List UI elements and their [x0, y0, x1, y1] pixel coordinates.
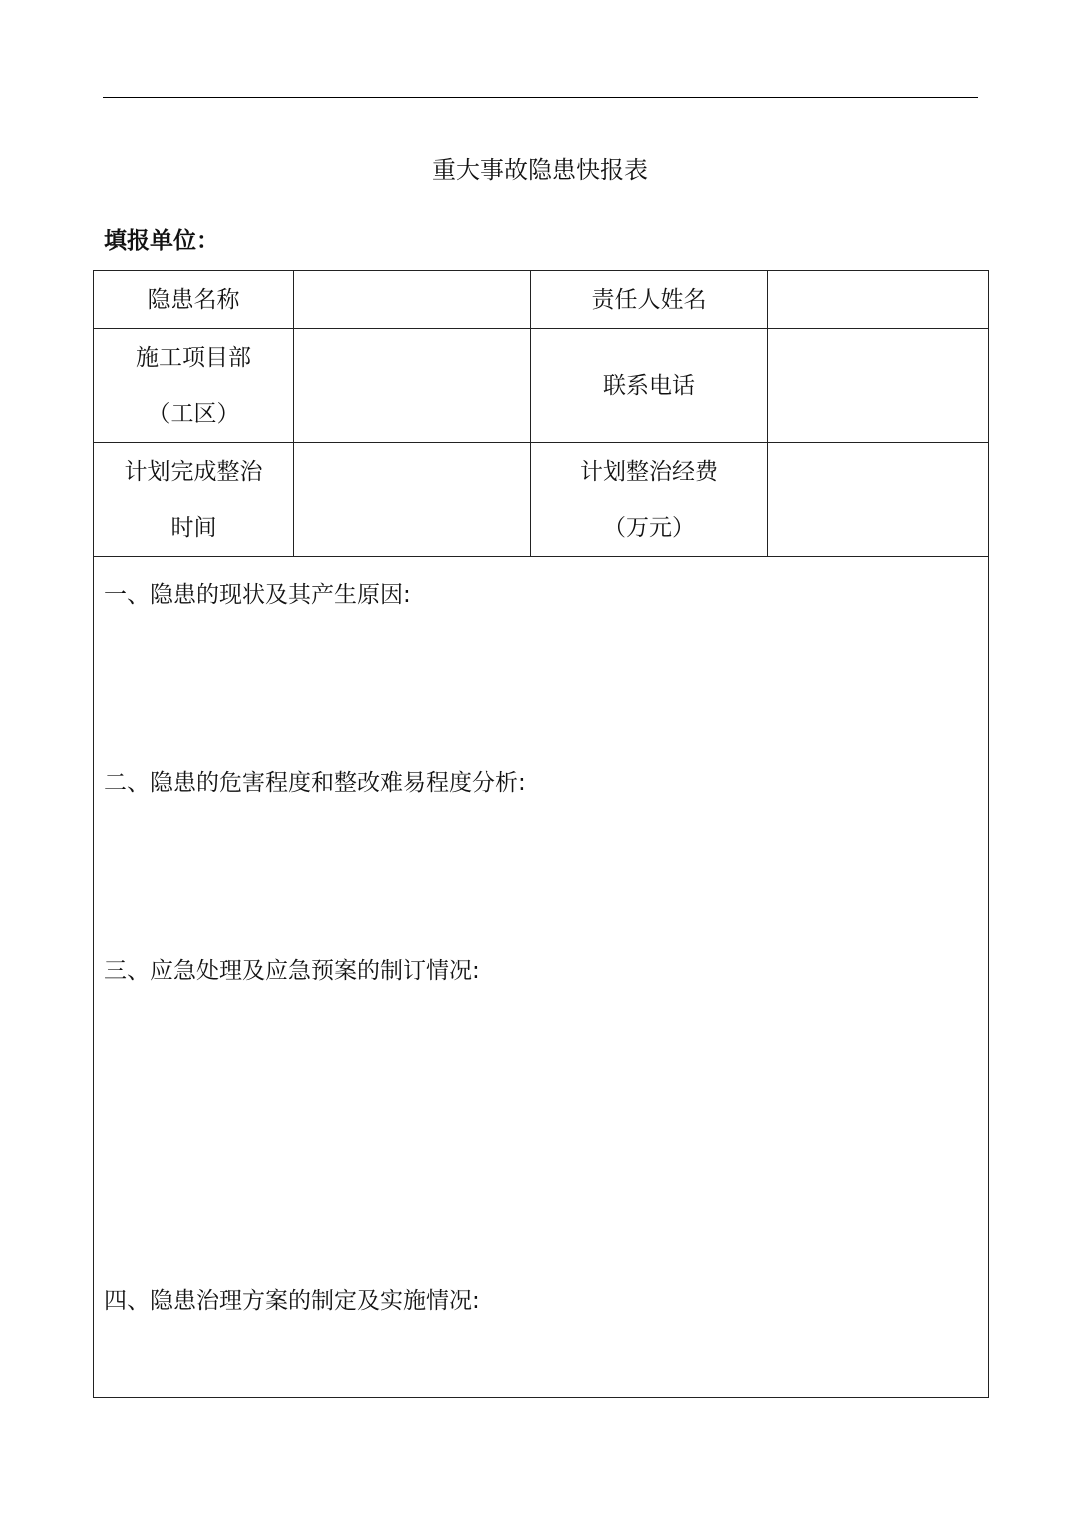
- sections-row: [94, 557, 989, 1398]
- contact-phone-label: 联系电话: [603, 372, 695, 399]
- section-3-heading: 三、应急处理及应急预案的制订情况:: [104, 958, 480, 984]
- project-dept-label-line1: 施工项目部: [136, 344, 251, 371]
- planned-budget-value-cell[interactable]: [768, 443, 989, 557]
- hazard-name-label-cell: [94, 271, 294, 329]
- contact-phone-label-cell: [531, 329, 768, 443]
- responsible-person-label-cell: [531, 271, 768, 329]
- project-dept-label-line2: （工区）: [147, 400, 240, 427]
- narrative-sections-cell[interactable]: [94, 557, 989, 1398]
- document-title: 重大事故隐患快报表: [432, 156, 648, 184]
- planned-budget-label-line2: （万元）: [603, 514, 695, 541]
- header-rule: [103, 97, 978, 98]
- responsible-person-label: 责任人姓名: [591, 286, 707, 313]
- planned-budget-label-line1: 计划整治经费: [580, 458, 718, 485]
- section-2-heading: 二、隐患的危害程度和整改难易程度分析:: [104, 770, 526, 796]
- planned-budget-label-cell: [531, 443, 768, 557]
- planned-completion-value-cell[interactable]: [294, 443, 531, 557]
- project-dept-label-cell: [94, 329, 294, 443]
- filing-unit-label: 填报单位：: [104, 228, 219, 254]
- contact-phone-value-cell[interactable]: [768, 329, 989, 443]
- table-row: [94, 271, 989, 329]
- report-table: [93, 270, 989, 1398]
- table-row: [94, 329, 989, 443]
- planned-completion-label-line2: 时间: [170, 514, 217, 541]
- hazard-name-value-cell[interactable]: [294, 271, 531, 329]
- section-1-heading: 一、隐患的现状及其产生原因:: [104, 582, 411, 608]
- responsible-person-value-cell[interactable]: [768, 271, 989, 329]
- hazard-name-label: 隐患名称: [147, 286, 240, 313]
- project-dept-value-cell[interactable]: [294, 329, 531, 443]
- planned-completion-label-cell: [94, 443, 294, 557]
- section-4-heading: 四、隐患治理方案的制定及实施情况:: [104, 1288, 480, 1314]
- table-row: [94, 443, 989, 557]
- planned-completion-label-line1: 计划完成整治: [124, 458, 263, 485]
